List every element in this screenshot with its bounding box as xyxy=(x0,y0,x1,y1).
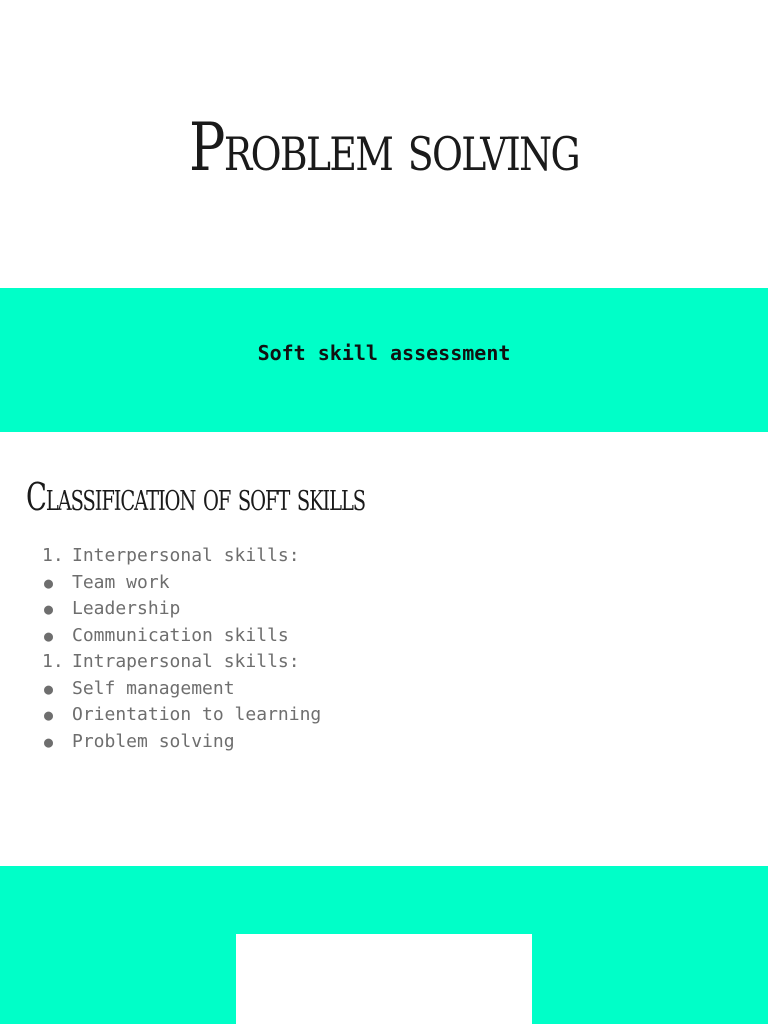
bullet-icon: ● xyxy=(44,600,54,618)
bullet-icon: ● xyxy=(44,626,54,645)
banner xyxy=(0,288,768,432)
bullet-icon: ● xyxy=(44,732,54,751)
section-heading: Classification of soft skills xyxy=(26,475,366,519)
list-item-label: Intrapersonal skills: xyxy=(72,651,300,672)
list-item-label: Interpersonal skills: xyxy=(72,545,300,566)
bullet-icon: ● xyxy=(44,706,54,724)
list-number: 1. xyxy=(42,545,64,566)
list-item-label: Self management xyxy=(72,677,235,699)
bullet-icon: ● xyxy=(44,679,54,698)
footer-band xyxy=(0,866,768,1024)
list-item-label: Problem solving xyxy=(72,730,235,752)
banner-text: Soft skill assessment xyxy=(257,341,511,365)
bullet-icon: ● xyxy=(44,573,54,592)
list-item-label: Communication skills xyxy=(72,624,289,646)
page-title: Problem solving xyxy=(189,109,579,186)
list-item-label: Leadership xyxy=(72,598,181,619)
image-placeholder xyxy=(236,934,532,1024)
list-number: 1. xyxy=(42,651,64,672)
list-item-label: Orientation to learning xyxy=(72,704,322,725)
list-item-label: Team work xyxy=(72,571,170,593)
